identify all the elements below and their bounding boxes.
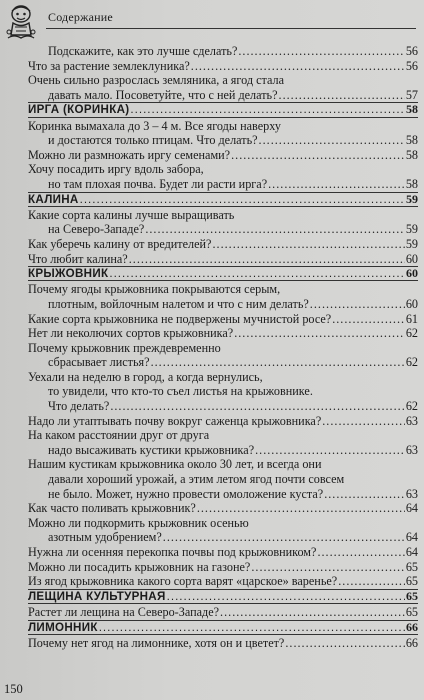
toc-section [28,620,418,635]
toc-entry-text: Как уберечь калину от вредителей? [28,236,212,251]
toc-page-number: 59 [405,236,418,251]
toc-entry-last-line [28,177,418,192]
gardener-logo-icon [4,2,38,42]
toc-page-number: 65 [406,588,418,603]
toc-leader-dots [129,252,405,267]
toc-leader-dots [332,312,405,327]
toc-entry-last-line [28,560,418,575]
toc-page-number: 60 [405,251,418,266]
toc-entry [28,516,418,545]
toc-leader-dots [80,193,405,206]
toc-entry [28,545,418,560]
toc-entry-last-line [28,59,418,74]
toc-entry-text: Какие сорта крыжовника не подвержены мучнистой росе? [28,311,332,326]
toc-entry-text: Из ягод крыжовника какого сорта варят «царское» варенье? [28,574,338,589]
toc-leader-dots [212,237,404,252]
toc-entry-text: Почему нет ягод на лимоннике, хотя он и цветет? [28,635,285,650]
table-of-contents [28,44,418,650]
toc-entry-text: Растет ли лещина на Северо-Западе? [28,605,220,619]
toc-entry [28,574,418,589]
toc-entry-line: Почему ягоды крыжовника покрываются серым, [28,282,281,297]
toc-entry-line: то увидели, что кто-то съел листья на крыжовнике. [48,384,313,399]
toc-leader-dots [145,222,405,237]
toc-entry [28,414,418,429]
toc-entry-last-line [28,443,418,458]
toc-entry-last-line [28,399,418,414]
toc-section-title: ЛЕЩИНА КУЛЬТУРНАЯ [28,589,166,603]
toc-leader-dots [197,501,405,516]
toc-entry-text: Надо ли утаптывать почву вокруг саженца крыжовника? [28,413,322,428]
toc-entry [28,252,418,267]
toc-entry [28,501,418,516]
toc-entry-line: Какие сорта калины лучше выращивать [28,207,235,222]
toc-entry [28,237,418,252]
toc-entry-line: давали хороший урожай, а этим летом ягод почти совсем [48,472,345,487]
page-header [0,0,424,44]
toc-entry-text: и достаются только птицам. Что делать? [48,133,258,148]
toc-entry [28,119,418,148]
toc-entry-last-line [28,605,418,620]
toc-entry-last-line [28,355,418,370]
toc-entry-last-line [28,88,418,103]
toc-section [28,192,418,207]
toc-entry-line: Уехали на неделю в город, а когда вернулись, [28,369,263,384]
toc-page-number: 57 [405,87,418,102]
toc-entry-last-line [28,148,418,163]
toc-entry-last-line [28,297,418,312]
toc-entry-line: Нашим кустикам крыжовника около 30 лет, и всегда они [28,457,322,472]
toc-section-title: ЛИМОННИК [28,620,98,634]
toc-page-number: 58 [405,133,418,148]
toc-entry [28,457,418,501]
toc-page-number: 59 [405,222,418,237]
toc-section-title: ИРГА (КОРИНКА) [28,103,130,117]
toc-page-number: 60 [406,266,418,281]
toc-entry-text: Как часто поливать крыжовник? [28,501,196,516]
toc-entry-last-line [28,222,418,237]
toc-page-number: 59 [406,191,418,206]
toc-entry-last-line [28,312,418,327]
toc-page-number: 63 [405,486,418,501]
toc-leader-dots [285,636,404,651]
toc-page-number: 58 [406,102,418,117]
toc-entry-last-line [28,237,418,252]
header-rule [46,28,416,29]
toc-entry-last-line [28,326,418,341]
toc-section-title: КРЫЖОВНИК [28,267,109,281]
toc-page-number: 62 [405,326,418,341]
toc-entry-text: Что за растение землеклуника? [28,58,190,73]
toc-entry-last-line [28,487,418,502]
toc-entry-text: на Северо-Западе? [48,222,145,237]
toc-page-number: 66 [406,619,418,634]
toc-leader-dots [220,605,405,620]
toc-entry [28,162,418,191]
toc-entry-line: Очень сильно разрослась земляника, а ягод стала [28,73,284,88]
toc-page-number: 65 [405,605,418,619]
page-number: 150 [4,682,23,696]
toc-page-number: 64 [405,545,418,560]
toc-entry [28,428,418,457]
toc-leader-dots [234,326,405,341]
toc-entry-text: азотным удобрением? [48,530,162,545]
toc-page-number: 62 [405,399,418,414]
toc-page-number: 56 [405,44,418,58]
toc-page-number: 61 [405,311,418,326]
toc-leader-dots [109,267,405,280]
toc-entry-last-line [28,414,418,429]
toc-entry-line: Хочу посадить иргу вдоль забора, [28,162,204,177]
toc-entry [28,208,418,237]
toc-entry [28,59,418,74]
toc-leader-dots [130,103,405,116]
toc-entry-text: Нет ли неколючих сортов крыжовника? [28,326,234,341]
toc-entry [28,636,418,651]
toc-entry-text: сбрасывает листья? [48,355,150,370]
toc-entry [28,605,418,620]
toc-entry-text: Что любит калина? [28,251,128,266]
toc-page-number: 58 [405,176,418,191]
toc-leader-dots [251,560,404,575]
toc-leader-dots [324,487,405,502]
toc-entry-text: надо высаживать кустики крыжовника? [48,442,255,457]
toc-leader-dots [151,355,405,370]
toc-entry-last-line [28,530,418,545]
toc-entry [28,282,418,311]
toc-entry-line: Коринка вымахала до 3 – 4 м. Все ягоды наверху [28,118,281,133]
toc-page-number: 58 [405,147,418,162]
toc-entry-last-line [28,501,418,516]
toc-page-number: 66 [405,635,418,650]
toc-page-number: 63 [405,442,418,457]
toc-entry [28,44,418,59]
header-title: Содержание [48,10,113,24]
toc-section [28,589,418,604]
toc-leader-dots [317,545,404,560]
toc-leader-dots [99,621,405,634]
toc-entry-line: Можно ли подкормить крыжовник осенью [28,515,249,530]
toc-page-number: 62 [405,355,418,370]
toc-entry-text: Нужна ли осенняя перекопка почвы под крыжовником? [28,545,317,560]
toc-entry-last-line [28,133,418,148]
toc-entry [28,312,418,327]
toc-leader-dots [163,530,405,545]
toc-entry [28,326,418,341]
toc-page-number: 63 [405,413,418,428]
toc-leader-dots [259,133,405,148]
toc-leader-dots [110,399,405,414]
toc-entry-last-line [28,636,418,651]
toc-leader-dots [279,88,405,103]
toc-page-number: 65 [405,559,418,574]
toc-leader-dots [167,590,405,603]
toc-entry-last-line [28,574,418,589]
toc-leader-dots [268,177,405,192]
toc-page-number: 65 [405,574,418,589]
toc-entry-text: Подскажите, как это лучше сделать? [48,44,238,58]
toc-page-number: 64 [405,501,418,516]
toc-leader-dots [231,148,405,163]
toc-page-number: 60 [405,296,418,311]
toc-section [28,102,418,117]
toc-entry-text: Что делать? [48,399,110,414]
toc-entry-last-line [28,545,418,560]
toc-leader-dots [338,574,405,589]
toc-entry [28,148,418,163]
toc-entry-last-line [28,252,418,267]
toc-entry-text: плотным, войлочным налетом и что с ним делать? [48,296,309,311]
toc-entry [28,560,418,575]
toc-entry-text: но там плохая почва. Будет ли расти ирга? [48,176,268,191]
toc-section-title: КАЛИНА [28,192,79,206]
toc-entry-text: давать мало. Посоветуйте, что с ней делать? [48,87,278,102]
toc-page-number: 64 [405,530,418,545]
toc-page-number: 56 [405,58,418,73]
toc-entry-text: Можно ли посадить крыжовник на газоне? [28,559,251,574]
toc-leader-dots [238,44,404,59]
toc-section [28,266,418,281]
toc-entry-line: На каком расстоянии друг от друга [28,428,210,443]
toc-entry-last-line [28,44,418,59]
toc-leader-dots [191,59,405,74]
toc-leader-dots [255,443,405,458]
toc-entry [28,341,418,370]
toc-entry-text: не было. Может, нужно провести омоложение куста? [48,486,324,501]
toc-entry [28,73,418,102]
toc-entry-text: Можно ли размножать иргу семенами? [28,147,231,162]
toc-leader-dots [310,297,405,312]
toc-entry [28,370,418,414]
toc-leader-dots [322,414,405,429]
toc-entry-line: Почему крыжовник преждевременно [28,340,221,355]
